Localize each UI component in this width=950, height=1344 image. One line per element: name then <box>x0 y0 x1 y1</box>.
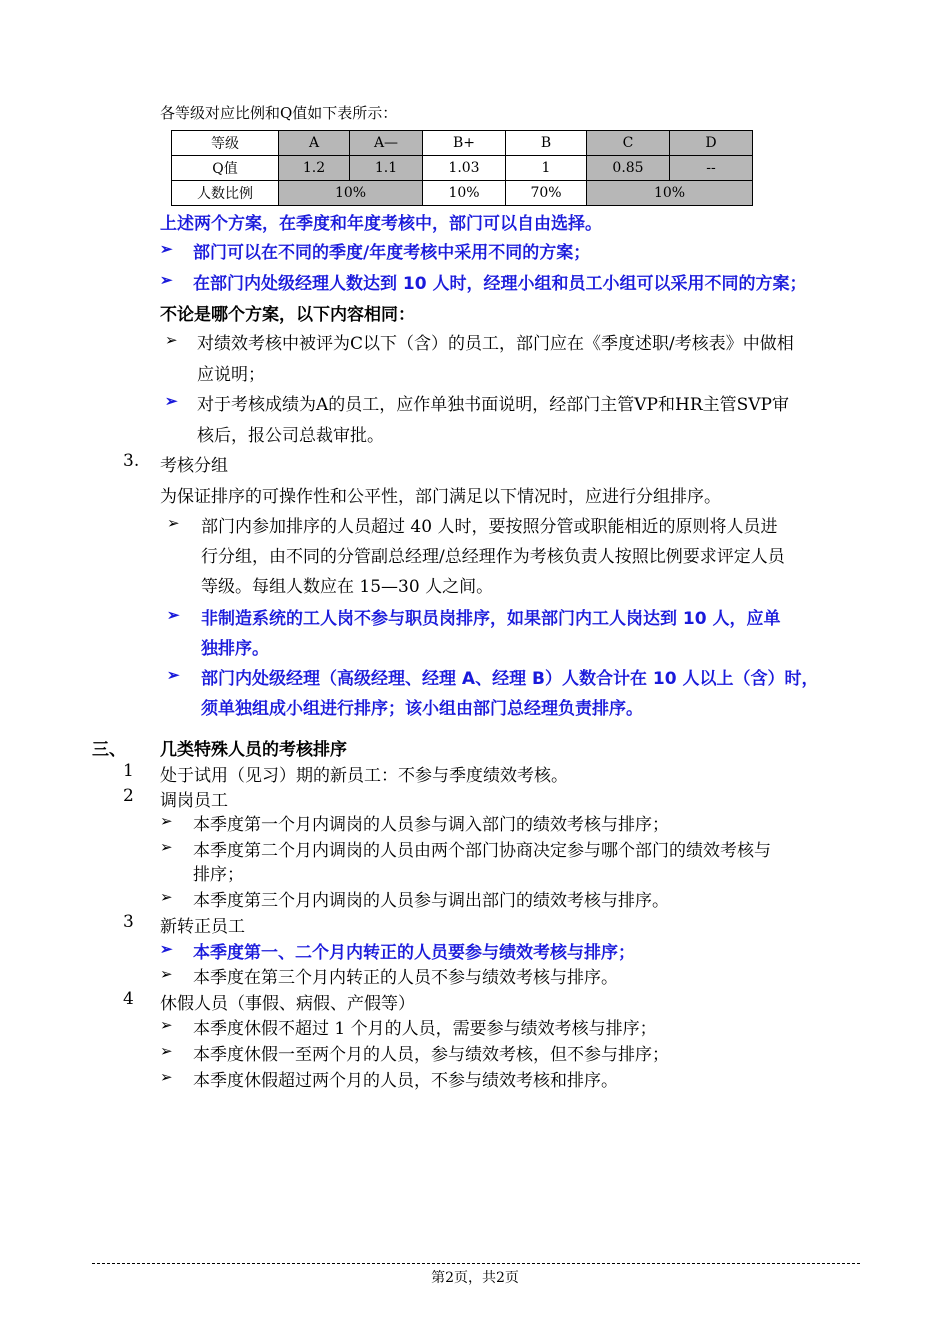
table-cell: D <box>670 131 753 156</box>
item-title: 休假人员（事假、病假、产假等） <box>160 994 415 1014</box>
item-number: 3 <box>123 912 134 932</box>
blue-bullet: 在部门内处级经理人数达到 10 人时，经理小组和员工小组可以采用不同的方案； <box>193 274 807 294</box>
arrow-bullet-icon: ➢ <box>160 888 173 906</box>
part-number: 三、 <box>92 740 126 760</box>
bullet-text: 等级。每组人数应在 15—30 人之间。 <box>201 577 494 597</box>
arrow-bullet-icon: ➢ <box>160 965 173 983</box>
bullet-text: 本季度在第三个月内转正的人员不参与绩效考核与排序。 <box>193 968 618 988</box>
table-cell: 1.03 <box>423 156 506 181</box>
arrow-bullet-icon: ➢ <box>160 271 173 289</box>
table-cell: 10% <box>587 181 753 206</box>
arrow-bullet-icon: ➢ <box>167 666 180 684</box>
blue-bullet: 部门内处级经理（高级经理、经理 A、经理 B）人数合计在 10 人以上（含）时， <box>201 669 819 689</box>
table-cell: 等级 <box>172 131 279 156</box>
table-cell: 1.2 <box>279 156 350 181</box>
arrow-bullet-icon: ➢ <box>160 1016 173 1034</box>
item-title: 调岗员工 <box>160 791 228 811</box>
table-row <box>172 181 753 206</box>
bullet-text: 本季度休假一至两个月的人员，参与绩效考核，但不参与排序； <box>193 1045 669 1065</box>
section-title: 考核分组 <box>160 456 228 476</box>
bullet-text: 核后，报公司总裁审批。 <box>197 426 384 446</box>
table-cell: 10% <box>423 181 506 206</box>
arrow-bullet-icon: ➢ <box>167 606 180 624</box>
section-number: 3. <box>123 451 140 471</box>
table-cell: Q值 <box>172 156 279 181</box>
bullet-text: 部门内参加排序的人员超过 40 人时，要按照分管或职能相近的原则将人员进 <box>201 517 778 537</box>
bullet-text: 对于考核成绩为A的员工，应作单独书面说明，经部门主管VP和HR主管SVP审 <box>197 395 789 415</box>
bullet-text: 本季度休假不超过 1 个月的人员，需要参与绩效考核与排序； <box>193 1019 657 1039</box>
bullet-text: 对绩效考核中被评为C以下（含）的员工，部门应在《季度述职/考核表》中做相 <box>197 334 794 354</box>
bullet-text: 本季度第一个月内调岗的人员参与调入部门的绩效考核与排序； <box>193 815 669 835</box>
arrow-bullet-icon: ➢ <box>160 240 173 258</box>
blue-bullet: 须单独组成小组进行排序；该小组由部门总经理负责排序。 <box>201 699 643 719</box>
bullet-text: 排序； <box>193 865 244 885</box>
table-cell: 10% <box>279 181 423 206</box>
blue-statement: 上述两个方案，在季度和年度考核中，部门可以自由选择。 <box>160 214 602 234</box>
arrow-bullet-icon: ➢ <box>160 940 173 958</box>
item-number: 2 <box>123 786 134 806</box>
table-cell: 70% <box>506 181 587 206</box>
table-row <box>172 131 753 156</box>
item-number: 1 <box>123 761 134 781</box>
bullet-text: 本季度第二个月内调岗的人员由两个部门协商决定参与哪个部门的绩效考核与 <box>193 841 771 861</box>
arrow-bullet-icon: ➢ <box>160 812 173 830</box>
arrow-bullet-icon: ➢ <box>165 331 178 349</box>
table-cell: B <box>506 131 587 156</box>
arrow-bullet-icon: ➢ <box>165 392 178 410</box>
table-cell: A <box>279 131 350 156</box>
item-title: 新转正员工 <box>160 917 245 937</box>
bullet-text: 应说明； <box>197 365 265 385</box>
item-title: 处于试用（见习）期的新员工：不参与季度绩效考核。 <box>160 766 568 786</box>
table-cell: -- <box>670 156 753 181</box>
bullet-text: 行分组，由不同的分管副总经理/总经理作为考核负责人按照比例要求评定人员 <box>201 547 785 567</box>
arrow-bullet-icon: ➢ <box>160 838 173 856</box>
table-cell: 1.1 <box>350 156 423 181</box>
arrow-bullet-icon: ➢ <box>160 1042 173 1060</box>
footer-divider <box>92 1263 860 1264</box>
blue-bullet: 本季度第一、二个月内转正的人员要参与绩效考核与排序； <box>193 943 635 963</box>
bold-statement: 不论是哪个方案，以下内容相同： <box>160 305 415 325</box>
table-row <box>172 156 753 181</box>
table-cell: A— <box>350 131 423 156</box>
part-title: 几类特殊人员的考核排序 <box>160 740 347 760</box>
page-number: 第2页，共2页 <box>431 1270 519 1286</box>
item-number: 4 <box>123 989 134 1009</box>
table-cell: C <box>587 131 670 156</box>
blue-bullet: 非制造系统的工人岗不参与职员岗排序，如果部门内工人岗达到 10 人，应单 <box>201 609 781 629</box>
arrow-bullet-icon: ➢ <box>160 1068 173 1086</box>
bullet-text: 本季度休假超过两个月的人员，不参与绩效考核和排序。 <box>193 1071 618 1091</box>
table-cell: 0.85 <box>587 156 670 181</box>
table-cell: 1 <box>506 156 587 181</box>
bullet-text: 本季度第三个月内调岗的人员参与调出部门的绩效考核与排序。 <box>193 891 669 911</box>
paragraph: 为保证排序的可操作性和公平性，部门满足以下情况时，应进行分组排序。 <box>160 487 721 507</box>
blue-bullet: 部门可以在不同的季度/年度考核中采用不同的方案； <box>193 243 591 263</box>
grade-table <box>171 130 753 206</box>
arrow-bullet-icon: ➢ <box>167 514 180 532</box>
table-cell: B+ <box>423 131 506 156</box>
table-intro: 各等级对应比例和Q值如下表所示： <box>160 104 398 122</box>
blue-bullet: 独排序。 <box>201 639 269 659</box>
table-cell: 人数比例 <box>172 181 279 206</box>
